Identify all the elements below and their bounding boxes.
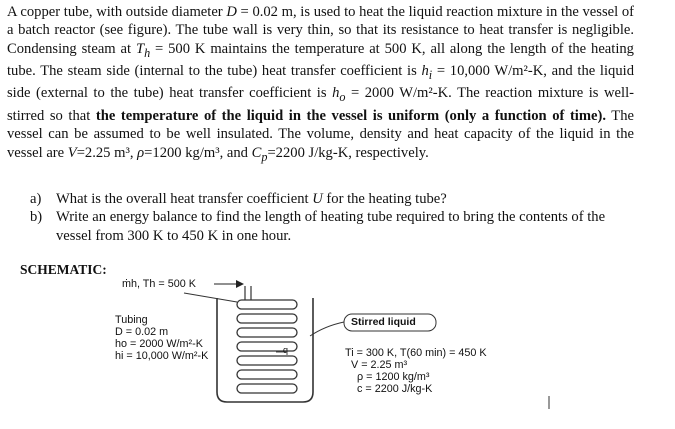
text: = 10,000 W/m²-K, and the liquid side (external to the tube) heat transfer coefficient is (7, 63, 634, 102)
question-label: a) (30, 191, 42, 207)
q-label: q (283, 345, 289, 355)
var-rho: ρ (137, 144, 145, 161)
question-text: What is the overall heat transfer coefficient (56, 191, 313, 207)
question-text: Write an energy balance to find the length of heating tube required to bring the contents of the vessel from 300 K to 450 K in one hour. (56, 209, 606, 244)
question-label: b) (30, 209, 43, 226)
stirred-liquid-label: Stirred liquid (351, 316, 416, 328)
tubing-hi: hi = 10,000 W/m²-K (115, 350, 209, 362)
var-C: C (251, 144, 262, 161)
tubing-label (115, 314, 208, 362)
sub-i: i (428, 68, 433, 83)
schematic-heading: SCHEMATIC: (20, 262, 107, 277)
steam-label: ṁh, Th = 500 K (122, 278, 196, 290)
bold-text: the temperature of the liquid in the vessel is uniform (only a function of time). (95, 107, 606, 124)
text: =2200 J/kg-K, respectively. (267, 144, 429, 161)
liquid-density: ρ = 1200 kg/m³ (357, 371, 430, 383)
tubing-ho: ho = 2000 W/m²-K (115, 338, 203, 350)
stirred-leader (310, 322, 344, 336)
text: = 2000 W/m²-K. The reaction mixture is well-stirred so that (7, 85, 634, 124)
tubing-leader (184, 293, 237, 302)
var-U: U (312, 191, 323, 207)
var-V: V (67, 144, 77, 161)
sub-o: o (339, 90, 346, 105)
var-T: T (135, 40, 145, 57)
var-h: h (332, 85, 340, 102)
text: A copper tube, with outside diameter (7, 4, 227, 20)
tubing-title: Tubing (115, 314, 148, 326)
var-h: h (421, 63, 429, 80)
liquid-volume: V = 2.25 m³ (351, 359, 408, 371)
liquid-temps: Ti = 300 K, T(60 min) = 450 K (345, 347, 487, 359)
sub-h: h (144, 45, 151, 60)
text: =2.25 m³, (76, 144, 138, 161)
question-text: for the heating tube? (322, 191, 447, 207)
tubing-diameter: D = 0.02 m (115, 326, 169, 338)
inlet-pipe (245, 286, 251, 300)
steam-arrowhead (236, 280, 244, 288)
sub-p: p (261, 149, 268, 164)
liquid-heat-capacity: c = 2200 J/kg-K (357, 383, 433, 395)
text: = 0.02 m, is used to heat the liquid reaction mixture in the vessel of a batch reactor (see figure). The tube wall is very thin, so that its resistance to heat transfer is negligible. Condensing steam at (7, 4, 634, 57)
text: =1200 kg/m³, and (144, 144, 252, 161)
text: = 500 K maintains the temperature at 500 K, all along the length of the heating tube. The steam side (internal to the tube) heat transfer coefficient is (7, 40, 634, 80)
text: The vessel can be assumed to be well insulated. The volume, density and heat capacity of the liquid in the vessel are (7, 107, 634, 161)
var-D: D (226, 4, 237, 20)
liquid-properties (345, 347, 487, 395)
